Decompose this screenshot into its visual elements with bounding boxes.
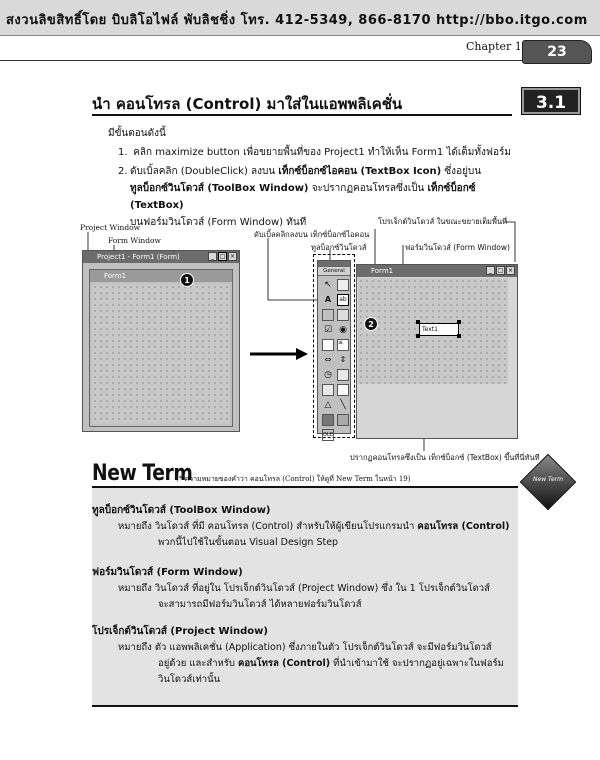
chapter-label: Chapter 1 — [466, 40, 522, 53]
term-project-line3: วินโดวส์เท่านั้น — [158, 674, 221, 685]
pointer-tool-icon[interactable]: ↖ — [324, 280, 332, 290]
line-tool-icon[interactable]: ╲ — [340, 400, 346, 410]
step-2-line1-post: ซึ่งอยู่บน — [441, 166, 482, 177]
maximized-form-screenshot — [356, 264, 518, 439]
project-window-titlebar — [83, 251, 239, 263]
section-number-badge: 3.1 — [522, 88, 580, 114]
step-2-line3: บนฟอร์มวินโดวส์ (Form Window) ทันที — [130, 217, 307, 228]
term-title-project: โปรเจ็กต์วินโดวส์ (Project Window) — [92, 626, 268, 637]
term-form-line2: จะสามารถมีฟอร์มวินโดวส์ ได้หลายฟอร์มวินโดวส์ — [158, 599, 362, 610]
step-1-text: คลิก maximize button เพื่อขยายพื้นที่ของ Project1 ทำให้เห็น Form1 ได้เต็มทั้งฟอร์ม — [133, 147, 511, 158]
ole-tool-icon[interactable]: OLE — [322, 429, 334, 441]
label-project-maximized: โปรเจ็กต์วินโดวส์ ในขณะขยายเต็มพื้นที่ — [378, 217, 508, 226]
label-toolbox-window: ทูลบ็อกซ์วินโดวส์ — [311, 243, 367, 252]
shape-tool-icon[interactable]: △ — [324, 400, 332, 410]
resize-handle[interactable] — [416, 334, 420, 338]
project-window-screenshot — [82, 250, 240, 432]
resize-handle[interactable] — [457, 320, 461, 324]
form1-titlebar — [90, 270, 232, 282]
filelistbox-tool-icon[interactable] — [337, 384, 349, 396]
image-tool-icon[interactable] — [322, 414, 334, 426]
close-icon[interactable]: × — [507, 267, 514, 274]
drivelistbox-tool-icon[interactable] — [337, 369, 349, 381]
label-project-window: Project Window — [80, 223, 141, 232]
commandbutton-tool-icon[interactable] — [337, 309, 349, 321]
new-term-badge: New Term — [533, 476, 563, 483]
intro-text: มีขั้นตอนดังนี้ — [108, 128, 166, 139]
step-2-toolbox-term: ทูลบ็อกซ์วินโดวส์ (ToolBox Window) — [130, 183, 309, 194]
project-window-controls — [208, 252, 237, 261]
vscrollbar-tool-icon[interactable]: ⇕ — [339, 355, 347, 364]
term-body-toolbox — [118, 519, 512, 551]
step-2-line1-pre: ดับเบิ้ลคลิก (DoubleClick) ลงบน — [130, 166, 279, 177]
toolbox-tool-grid — [318, 276, 350, 444]
timer-tool-icon[interactable]: ◷ — [324, 370, 332, 380]
resize-handle[interactable] — [457, 334, 461, 338]
label-form-window-th: ฟอร์มวินโดวส์ (Form Window) — [405, 243, 510, 252]
term-body-project — [118, 640, 512, 688]
copyright-line: สงวนลิขสิทธิ์โดย บิบลิโอไฟล์ พับลิชชิ่ง โทร. 412-5349, 866-8170 http://bbo.itgo.com — [6, 13, 588, 28]
dirlistbox-tool-icon[interactable] — [322, 384, 334, 396]
project-window-title: Project1 - Form1 (Form) — [97, 253, 180, 261]
term-toolbox-line1: หมายถึง วินโดวส์ ที่มี คอนโทรล (Control) สำหรับให้ผู้เขียนโปรแกรมนำ — [118, 521, 418, 532]
label-textbox-appears: ปรากฏคอนโทรลซึ่งเป็น เท็กซ์บ็อกซ์ (TextBox) ขึ้นที่นี่ทันที — [350, 453, 540, 462]
listbox-tool-icon[interactable]: ≡ — [337, 339, 349, 351]
form1-title: Form1 — [104, 272, 127, 280]
maximize-icon[interactable]: □ — [219, 253, 226, 260]
term-project-line2-post: ที่นำเข้ามาใช้ จะปรากฏอยู่เฉพาะในฟอร์ม — [330, 658, 504, 669]
form1-window — [89, 269, 233, 427]
maximized-form-controls — [486, 266, 515, 275]
picturebox-tool-icon[interactable] — [337, 279, 349, 291]
term-body-form — [118, 581, 512, 613]
minimize-icon[interactable]: _ — [208, 252, 217, 261]
new-term-heading: New Term — [92, 461, 193, 486]
maximized-form-titlebar — [357, 265, 517, 277]
step-2-number: 2. — [118, 166, 128, 177]
term-toolbox-control: คอนโทรล (Control) — [417, 521, 510, 532]
step-2-line2-mid: จะปรากฏคอนโทรลซึ่งเป็น — [308, 183, 428, 194]
step-1-number: 1. — [118, 147, 128, 158]
label-form-window: Form Window — [108, 236, 161, 245]
checkbox-tool-icon[interactable]: ☑ — [323, 325, 333, 335]
maximized-form-title: Form1 — [371, 267, 394, 275]
section-title: นำ คอนโทรล (Control) มาใส่ในแอพพลิเคชั่น — [92, 95, 403, 113]
combobox-tool-icon[interactable] — [322, 339, 334, 351]
frame-tool-icon[interactable] — [322, 309, 334, 321]
toolbox-general-tab[interactable]: General — [318, 267, 350, 276]
optionbutton-tool-icon[interactable]: ◉ — [339, 325, 347, 335]
label-dblclick-textbox-icon: ดับเบิ้ลคลิกลงบน เท็กซ์บ็อกซ์ไอคอน — [254, 230, 370, 239]
term-project-line2-pre: อยู่ด้วย และสำหรับ — [158, 658, 238, 669]
data-tool-icon[interactable] — [337, 414, 349, 426]
term-project-line1: หมายถึง ตัว แอพพลิเคชั่น (Application) ซึ่งภายในตัว โปรเจ็กต์วินโดวส์ จะมีฟอร์มวินโดวส์ — [118, 642, 492, 653]
term-project-control: คอนโทรล (Control) — [237, 658, 331, 669]
close-icon[interactable]: × — [229, 253, 236, 260]
toolbox-window — [317, 260, 351, 438]
label-tool-icon[interactable]: A — [324, 295, 332, 304]
textbox-control[interactable]: Text1 — [419, 323, 459, 336]
term-title-form: ฟอร์มวินโดวส์ (Form Window) — [92, 567, 243, 578]
minimize-icon[interactable]: _ — [486, 266, 495, 275]
new-term-note: (* ความหมายของคำว่า คอนโทรล (Control) ให้ดูที่ New Term ในหน้า 19) — [176, 475, 411, 483]
term-toolbox-line2: พวกนี้ไปใช้ในขั้นตอน Visual Design Step — [158, 537, 339, 548]
resize-handle[interactable] — [416, 320, 420, 324]
callout-1: 1 — [180, 273, 194, 287]
term-form-line1: หมายถึง วินโดวส์ ที่อยู่ใน โปรเจ็กต์วินโดวส์ (Project Window) ซึ่ง ใน 1 โปรเจ็กต์วินโดวส์ — [118, 583, 490, 594]
callout-2: 2 — [364, 317, 378, 331]
restore-icon[interactable]: □ — [497, 267, 504, 274]
new-term-underline — [92, 486, 518, 488]
step-2-textbox-icon-term: เท็กซ์บ็อกซ์ไอคอน (TextBox Icon) — [278, 166, 442, 177]
textbox-tool-icon[interactable]: ab — [337, 294, 349, 306]
form1-design-grid — [92, 284, 230, 424]
page-number-tab: 23 — [522, 40, 592, 64]
hscrollbar-tool-icon[interactable]: ⇔ — [324, 355, 332, 364]
step-2-textbox-term: เท็กซ์บ็อกซ์ (TextBox) — [130, 183, 476, 211]
term-title-toolbox: ทูลบ็อกซ์วินโดวส์ (ToolBox Window) — [92, 505, 271, 516]
